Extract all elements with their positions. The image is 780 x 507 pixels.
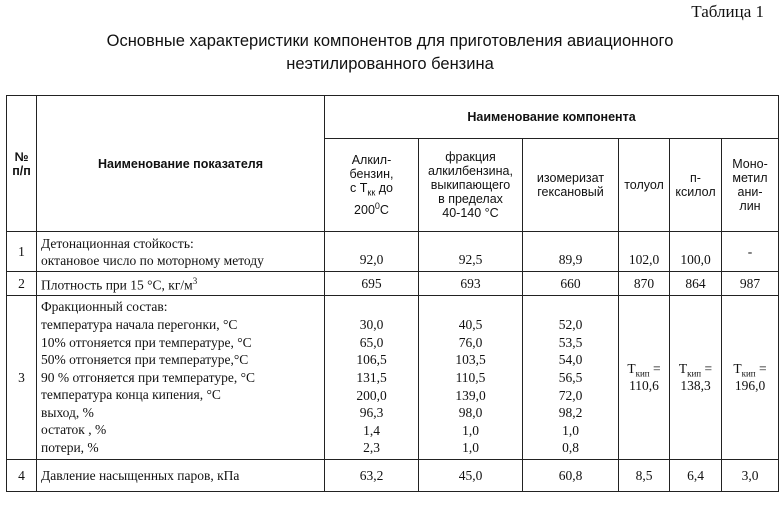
cell-value: 45,0 xyxy=(419,460,523,492)
cell-value: 693 xyxy=(419,272,523,296)
pxylene-boiling: $Т_{кип}$ = 138,3 xyxy=(670,296,722,460)
row-label: Плотность при 15 °С, $кг/м^3$ xyxy=(37,272,325,296)
isomerizate-values: 52,0 53,5 54,0 56,5 72,0 98,2 1,0 0,8 xyxy=(523,296,619,460)
table-row xyxy=(7,296,779,460)
cell-value: 987 xyxy=(722,272,779,296)
title-line-2: неэтилированного бензина xyxy=(286,55,494,73)
row-label: Фракционный состав: температура начала перегонки, °С 10% отгоняется при температуре, °С 50% отгоняется при температуре,°С 90 % отгоняется при температуре, °С температура конца кипения, °С выход, % остаток , % потери, % xyxy=(37,296,325,460)
col-isomerizate: изомеризат гексановый xyxy=(523,139,619,232)
cell-value: 695 xyxy=(325,272,419,296)
col-toluene: толуол xyxy=(619,139,670,232)
table-row xyxy=(7,460,779,492)
cell-value: 102,0 xyxy=(619,232,670,272)
row-number: 3 xyxy=(7,296,37,460)
cell-value: 660 xyxy=(523,272,619,296)
page-title xyxy=(0,30,780,76)
cell-value: 100,0 xyxy=(670,232,722,272)
indicator-header: Наименование показателя xyxy=(37,96,325,232)
cell-value: 6,4 xyxy=(670,460,722,492)
cell-value: 63,2 xyxy=(325,460,419,492)
fraction-values: 40,5 76,0 103,5 110,5 139,0 98,0 1,0 1,0 xyxy=(419,296,523,460)
component-header: Наименование компонента xyxy=(325,96,779,139)
row-label: Детонационная стойкость: октановое число по моторному методу xyxy=(37,232,325,272)
table-row xyxy=(7,272,779,296)
mma-boiling: $Т_{кип}$ = 196,0 xyxy=(722,296,779,460)
col-monomethylaniline: Моно- метил ани- лин xyxy=(722,139,779,232)
cell-value: 92,5 xyxy=(419,232,523,272)
alkylbenzine-values: 30,0 65,0 106,5 131,5 200,0 96,3 1,4 2,3 xyxy=(325,296,419,460)
cell-value: 89,9 xyxy=(523,232,619,272)
cell-value: - xyxy=(722,232,779,272)
cell-value: 864 xyxy=(670,272,722,296)
components-table xyxy=(6,95,779,492)
table-row xyxy=(7,232,779,272)
cell-value: 870 xyxy=(619,272,670,296)
col-fraction: фракция алкилбензина, выкипающего в пределах 40-140 °С xyxy=(419,139,523,232)
row-number: 1 xyxy=(7,232,37,272)
col-pxylene: п- ксилол xyxy=(670,139,722,232)
cell-value: 8,5 xyxy=(619,460,670,492)
cell-value: 60,8 xyxy=(523,460,619,492)
title-line-1: Основные характеристики компонентов для приготовления авиационного xyxy=(106,32,674,50)
cell-value: 92,0 xyxy=(325,232,419,272)
row-label: Давление насыщенных паров, кПа xyxy=(37,460,325,492)
num-header: № п/п xyxy=(7,96,37,232)
table-number: Таблица 1 xyxy=(691,2,764,21)
col-alkylbenzine: Алкил- бензин, с $Т_{кк}$ до $200^0С$ xyxy=(325,139,419,232)
row-number: 4 xyxy=(7,460,37,492)
cell-value: 3,0 xyxy=(722,460,779,492)
row-number: 2 xyxy=(7,272,37,296)
toluene-boiling: $Т_{кип}$ = 110,6 xyxy=(619,296,670,460)
